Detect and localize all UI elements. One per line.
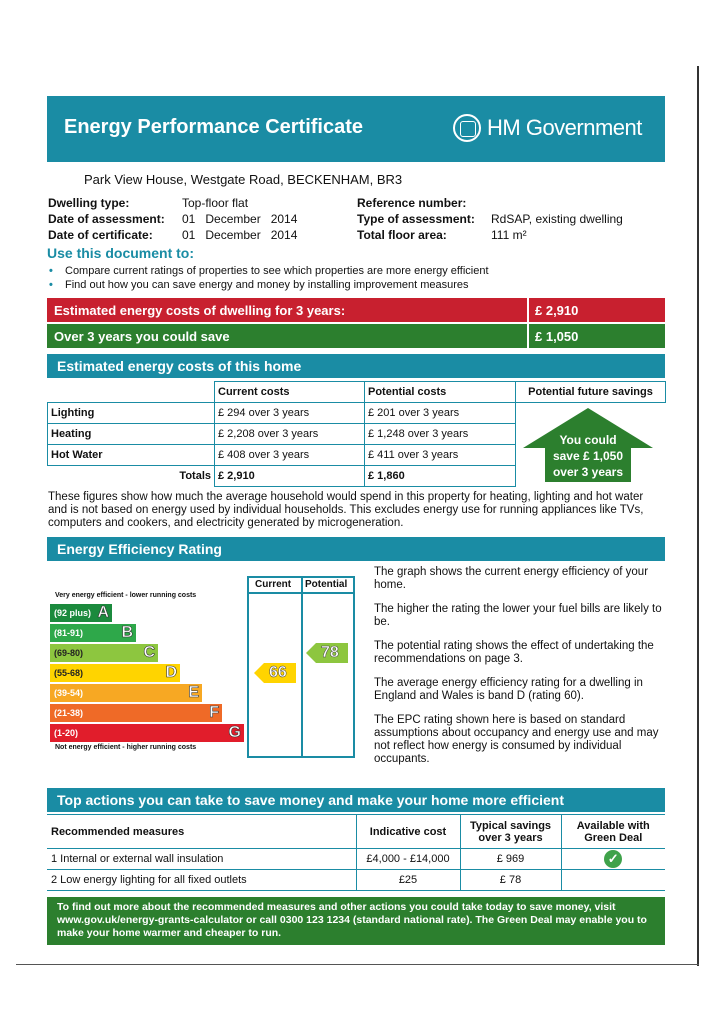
band-letter: E [188, 684, 199, 701]
explanation-paragraph: The higher the rating the lower your fuel bills are likely to be. [374, 603, 662, 628]
savings-value: £ 1,050 [527, 324, 665, 348]
potential-column-header: Potential [305, 579, 348, 590]
rating-band-d [50, 664, 180, 682]
measure-name: 1 Internal or external wall insulation [47, 849, 356, 870]
future-savings-header: Potential future savings [516, 382, 666, 403]
band-range: (92 plus) [54, 608, 92, 618]
arrow-line: over 3 years [552, 465, 624, 479]
rating-band-g [50, 724, 244, 742]
scale-top-note: Very energy efficient - lower running costs [55, 592, 197, 599]
efficiency-rating-graph [47, 576, 355, 758]
estimated-cost-label: Estimated energy costs of dwelling for 3 years: [54, 303, 346, 318]
savings-arrow [523, 408, 653, 482]
table-row [47, 870, 665, 891]
band-letter: D [165, 664, 177, 681]
certificate-date-value: 01 December 2014 [182, 228, 298, 242]
band-range: (81-91) [54, 628, 84, 638]
current-cost: £ 408 over 3 years [215, 445, 365, 466]
assessment-type-label: Type of assessment: [357, 212, 475, 226]
table-header-row [47, 815, 665, 849]
assessment-date-label: Date of assessment: [48, 212, 165, 226]
band-range: (69-80) [54, 648, 84, 658]
row-label: Lighting [48, 403, 215, 424]
actions-section-title: Top actions you can take to save money and make your home more efficient [47, 788, 665, 812]
rating-band-b [50, 624, 136, 642]
page-edge-bottom [16, 964, 699, 965]
band-range: (55-68) [54, 668, 84, 678]
certificate-header [47, 96, 665, 162]
band-range: (39-54) [54, 688, 84, 698]
arrow-line: save £ 1,050 [552, 449, 624, 463]
list-item: • Find out how you can save energy and money by installing improvement measures [49, 278, 489, 292]
use-document-heading: Use this document to: [47, 245, 195, 261]
measures-header: Recommended measures [47, 815, 356, 849]
measure-savings: £ 78 [460, 870, 561, 891]
rating-band-e [50, 684, 202, 702]
potential-cost: £ 201 over 3 years [365, 403, 516, 424]
savings-label: Over 3 years you could save [54, 329, 230, 344]
explanation-paragraph: The EPC rating shown here is based on standard assumptions about occupancy and energy use and may not reflect how energy is consumed by individual occupants. [374, 714, 659, 765]
potential-rating-value: 78 [321, 644, 339, 661]
costs-note: These figures show how much the average household would spend in this property for heating, lighting and hot water and is not based on energy used by individual households. This excludes energy use for running appliances like TVs, computers and cookers, and electricity generated by microgeneration. [48, 491, 644, 529]
band-letter: C [143, 644, 155, 661]
green-deal-header: Available with Green Deal [561, 815, 665, 849]
estimated-cost-value: £ 2,910 [527, 298, 665, 322]
dwelling-type-value: Top-floor flat [182, 196, 249, 210]
scale-bottom-note: Not energy efficient - higher running costs [55, 744, 197, 751]
band-letter: A [97, 604, 109, 621]
band-range: (21-38) [54, 708, 84, 718]
details-right [357, 195, 623, 243]
estimated-cost-bar [47, 298, 665, 322]
row-label: Hot Water [48, 445, 215, 466]
list-item: • Compare current ratings of properties to see which properties are more energy efficient [49, 264, 489, 278]
property-address: Park View House, Westgate Road, BECKENHAM, BR3 [84, 172, 403, 187]
band-letter: F [209, 704, 219, 721]
savings-header: Typical savings over 3 years [460, 815, 561, 849]
current-cost: £ 2,208 over 3 years [215, 424, 365, 445]
explanation-paragraph: The graph shows the current energy efficiency of your home. [374, 566, 649, 591]
assessment-date-value: 01 December 2014 [182, 212, 298, 226]
table-header-row [48, 382, 666, 403]
current-costs-header: Current costs [215, 382, 365, 403]
certificate-date-label: Date of certificate: [48, 228, 153, 242]
hm-government-logo [453, 114, 642, 142]
totals-potential: £ 1,860 [365, 466, 516, 487]
efficiency-section-title: Energy Efficiency Rating [47, 537, 665, 561]
row-label: Heating [48, 424, 215, 445]
current-cost: £ 294 over 3 years [215, 403, 365, 424]
potential-costs-header: Potential costs [365, 382, 516, 403]
actions-table [47, 814, 665, 891]
footer-advice: To find out more about the recommended measures and other actions you could take today to save money, visit www.gov.uk/energy-grants-calculator or call 0300 123 1234 (standard national rate). The Green Deal may enable you to make your home warmer and cheaper to run. [47, 897, 665, 945]
floor-area-label: Total floor area: [357, 228, 447, 242]
measure-cost: £4,000 - £14,000 [356, 849, 460, 870]
green-deal-check-icon: ✓ [604, 850, 622, 868]
current-rating-value: 66 [269, 664, 287, 681]
measure-name: 2 Low energy lighting for all fixed outlets [47, 870, 356, 891]
certificate-title: Energy Performance Certificate [64, 116, 364, 138]
dwelling-type-label: Dwelling type: [48, 196, 130, 210]
use-document-list [49, 264, 489, 292]
government-name: HM Government [487, 115, 642, 140]
current-column-header: Current [255, 579, 292, 590]
band-letter: G [228, 724, 241, 741]
rating-band-c [50, 644, 158, 662]
totals-label: Totals [48, 466, 215, 487]
potential-cost: £ 411 over 3 years [365, 445, 516, 466]
potential-cost: £ 1,248 over 3 years [365, 424, 516, 445]
cost-header: Indicative cost [356, 815, 460, 849]
floor-area-value: 111 m² [491, 228, 527, 242]
reference-label: Reference number: [357, 196, 467, 210]
arrow-line: You could [559, 433, 617, 447]
savings-bar [47, 324, 665, 348]
royal-crest-icon [453, 114, 481, 142]
band-letter: B [121, 624, 133, 641]
explanation-paragraph: The average energy efficiency rating for a dwelling in England and Wales is band D (rating 60). [374, 677, 643, 702]
rating-band-f [50, 704, 222, 722]
measure-cost: £25 [356, 870, 460, 891]
page-edge-right [697, 66, 699, 966]
measure-savings: £ 969 [460, 849, 561, 870]
assessment-type-value: RdSAP, existing dwelling [491, 212, 623, 226]
totals-current: £ 2,910 [215, 466, 365, 487]
table-row [47, 849, 665, 870]
costs-section-title: Estimated energy costs of this home [47, 354, 665, 378]
rating-band-a [50, 604, 112, 622]
band-range: (1-20) [54, 728, 79, 738]
details-left [48, 195, 297, 243]
explanation-paragraph: The potential rating shows the effect of undertaking the recommendations on page 3. [374, 640, 654, 665]
efficiency-explanation [374, 566, 666, 777]
